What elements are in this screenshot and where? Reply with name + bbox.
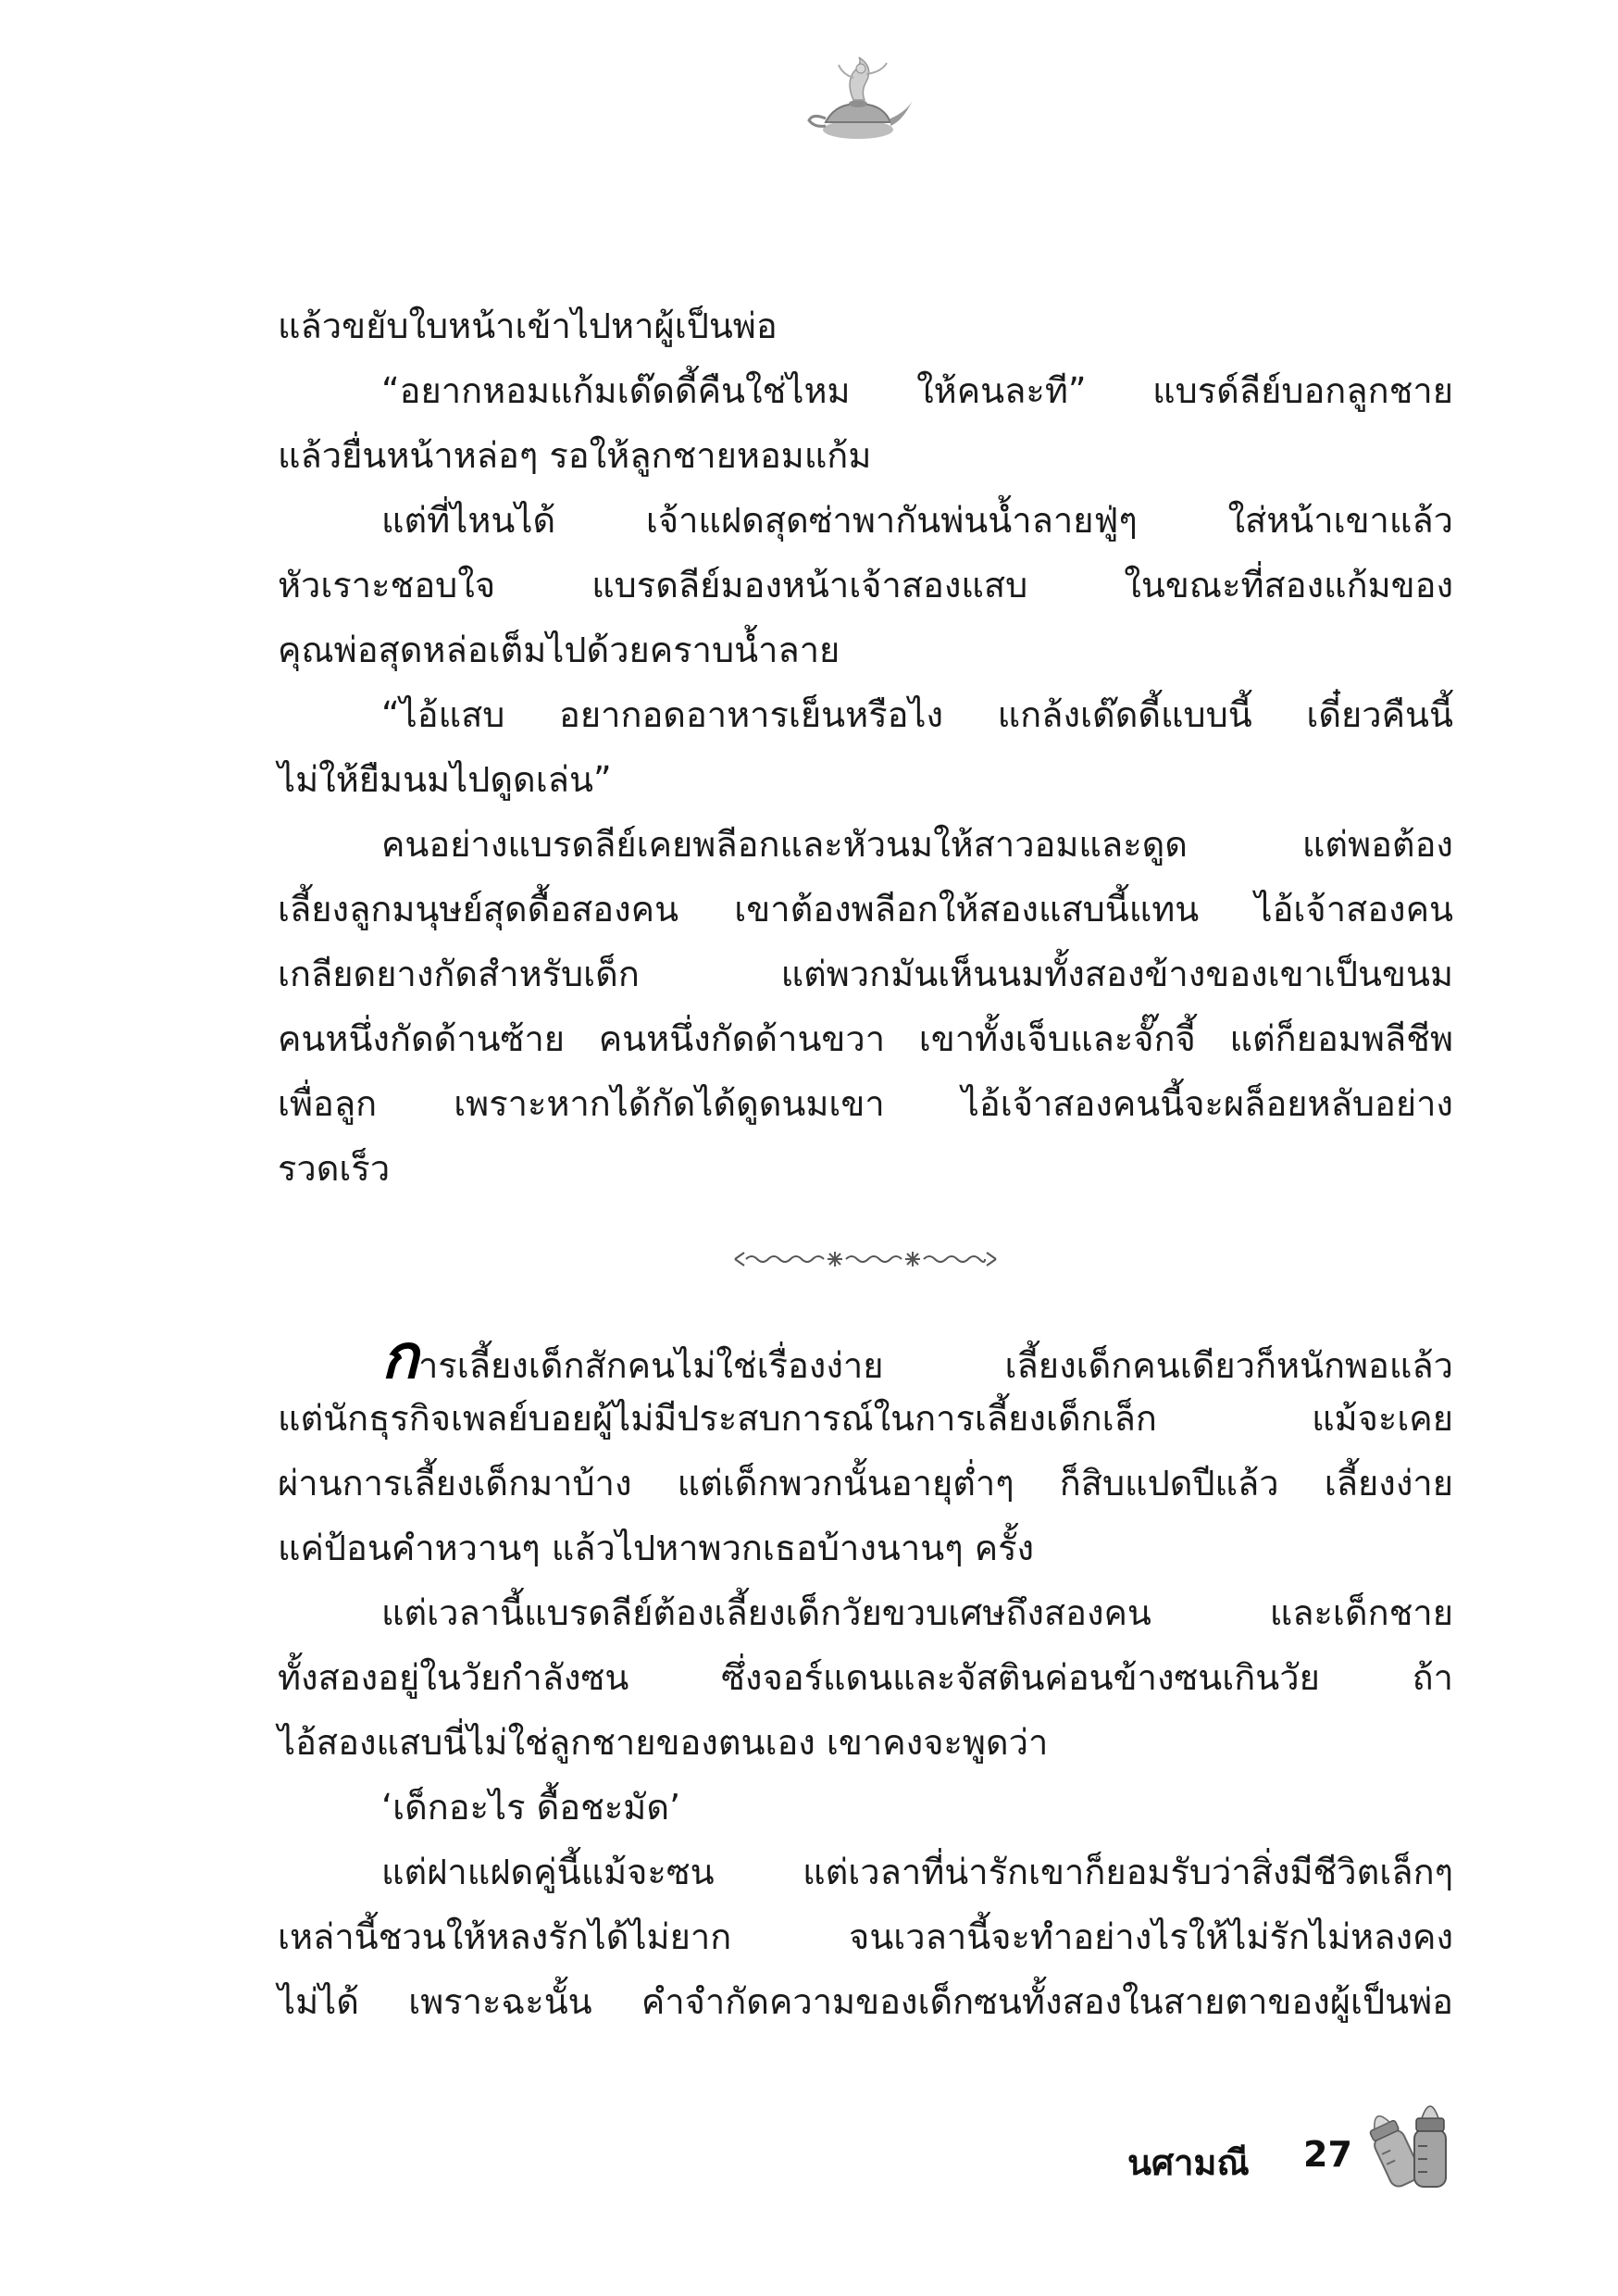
text-line: เกลียดยางกัดสำหรับเด็ก แต่พวกมันเห็นนมทั้งสองข้างของเขาเป็นขนม: [278, 954, 1453, 994]
text-line: รวดเร็ว: [278, 1148, 391, 1189]
drop-cap: ก: [381, 1321, 418, 1392]
text-line: แล้วยื่นหน้าหล่อๆ รอให้ลูกชายหอมแก้ม: [278, 435, 872, 476]
text-line-first: [381, 1321, 1453, 1392]
text-line: แต่เวลานี้แบรดลีย์ต้องเลี้ยงเด็กวัยขวบเศษถึงสองคน และเด็กชาย: [381, 1592, 1453, 1633]
text-line: ผ่านการเลี้ยงเด็กมาบ้าง แต่เด็กพวกนั้นอายุต่ำๆ ก็สิบแปดปีแล้ว เลี้ยงง่าย: [278, 1463, 1453, 1504]
text-line: เพื่อลูก เพราะหากได้กัดได้ดูดนมเขา ไอ้เจ้าสองคนนี้จะผล็อยหลับอย่าง: [278, 1083, 1453, 1124]
text-line: คนอย่างแบรดลีย์เคยพลีอกและหัวนมให้สาวอมและดูด แต่พอต้อง: [381, 824, 1453, 865]
text-line: ‘เด็กอะไร ดื้อชะมัด’: [381, 1787, 681, 1828]
text-line: แต่ที่ไหนได้ เจ้าแฝดสุดซ่าพากันพ่นน้ำลายฟู่ๆ ใส่หน้าเขาแล้ว: [381, 500, 1453, 541]
text-line: แล้วขยับใบหน้าเข้าไปหาผู้เป็นพ่อ: [278, 306, 778, 346]
text-line: ไม่ให้ยืมนมไปดูดเล่น”: [278, 759, 612, 800]
text-line: แต่นักธุรกิจเพลย์บอยผู้ไม่มีประสบการณ์ในการเลี้ยงเด็กเล็ก แม้จะเคย: [278, 1398, 1453, 1439]
text-line: คุณพ่อสุดหล่อเต็มไปด้วยคราบน้ำลาย: [278, 630, 840, 670]
page-number: 27: [1303, 2134, 1352, 2175]
text-line: “อยากหอมแก้มเด๊ดดี้คืนใช่ไหม ให้คนละที” แบรด์ลีย์บอกลูกชาย: [381, 370, 1453, 411]
text-line: “ไอ้แสบ อยากอดอาหารเย็นหรือไง แกล้งเด๊ดดี้แบบนี้ เดี๋ยวคืนนี้: [381, 694, 1453, 735]
text-line: ทั้งสองอยู่ในวัยกำลังซน ซึ่งจอร์แดนและจัสตินค่อนข้างซนเกินวัย ถ้า: [278, 1657, 1453, 1698]
text-line: แค่ป้อนคำหวานๆ แล้วไปหาพวกเธอบ้างนานๆ ครั้ง: [278, 1528, 1035, 1568]
text-line: แต่ฝาแฝดคู่นี้แม้จะซน แต่เวลาที่น่ารักเขาก็ยอมรับว่าสิ่งมีชีวิตเล็กๆ: [381, 1852, 1453, 1892]
text-line: เหล่านี้ชวนให้หลงรักได้ไม่ยาก จนเวลานี้จะทำอย่างไรให้ไม่รักไม่หลงคง: [278, 1916, 1453, 1957]
text-line: เลี้ยงลูกมนุษย์สุดดื้อสองคน เขาต้องพลีอกให้สองแสบนี้แทน ไอ้เจ้าสองคน: [278, 889, 1453, 930]
first-line-text: ารเลี้ยงเด็กสักคนไม่ใช่เรื่องง่าย เลี้ยงเด็กคนเดียวก็หนักพอแล้ว: [417, 1345, 1453, 1386]
text-line: ไม่ได้ เพราะฉะนั้น คำจำกัดความของเด็กซนทั้งสองในสายตาของผู้เป็นพ่อ: [278, 1981, 1453, 2022]
baby-bottles-icon: [1361, 2092, 1462, 2194]
footer-author: นศามณี: [1127, 2142, 1250, 2183]
genie-lamp-icon: [798, 56, 918, 148]
text-line: คนหนึ่งกัดด้านซ้าย คนหนึ่งกัดด้านขวา เขาทั้งเจ็บและจั๊กจี้ แต่ก็ยอมพลีชีพ: [278, 1018, 1453, 1059]
ornament-divider-icon: [731, 1245, 1000, 1273]
text-line: หัวเราะชอบใจ แบรดลีย์มองหน้าเจ้าสองแสบ ในขณะที่สองแก้มของ: [278, 565, 1453, 605]
text-line: ไอ้สองแสบนี่ไม่ใช่ลูกชายของตนเอง เขาคงจะพูดว่า: [278, 1722, 1049, 1763]
